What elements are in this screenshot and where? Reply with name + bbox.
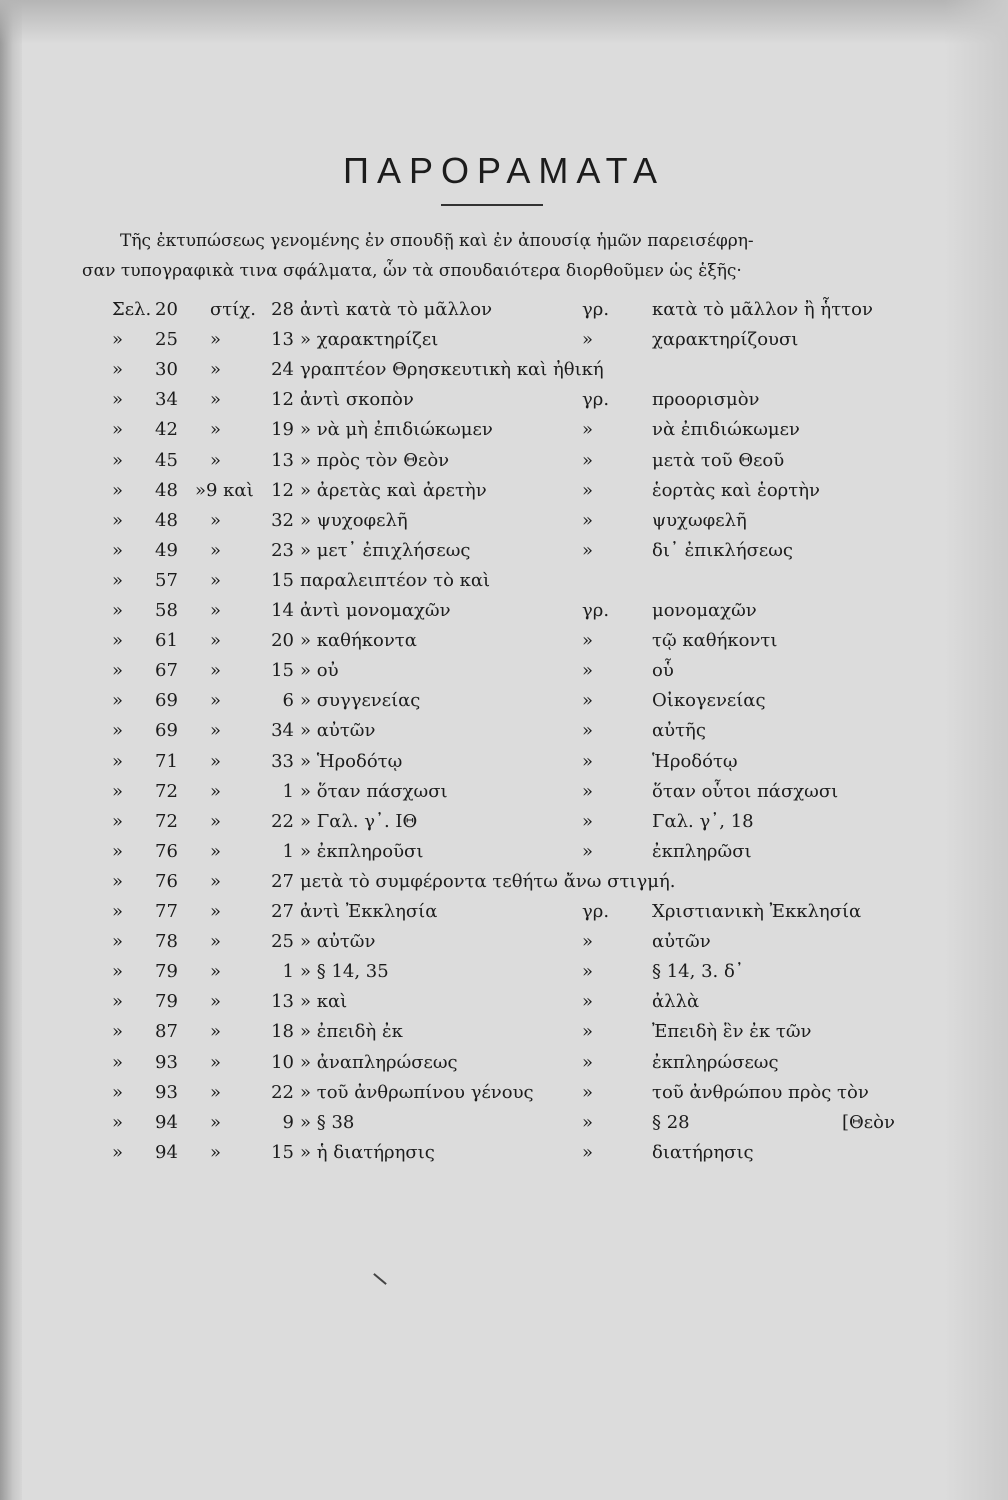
- errata-mark: »: [112, 419, 124, 441]
- errata-right: τῷ καθήκοντι: [652, 630, 778, 652]
- errata-mark3: γρ.: [582, 389, 610, 411]
- errata-page: 94: [155, 1111, 178, 1133]
- errata-right: χαρακτηρίζουσι: [652, 329, 799, 351]
- errata-row: [0, 1078, 1008, 1108]
- errata-line: 22: [271, 1081, 294, 1103]
- errata-wrong: παραλειπτέον τὸ καὶ: [300, 569, 491, 591]
- errata-mark: »: [112, 359, 124, 381]
- errata-page: 34: [155, 389, 178, 411]
- errata-mark3: »: [582, 931, 594, 953]
- errata-right: Γαλ. γ᾿, 18: [652, 810, 754, 832]
- errata-line: 28: [271, 299, 294, 320]
- errata-right: μονομαχῶν: [652, 600, 757, 621]
- errata-row: [0, 1017, 1008, 1047]
- errata-right: ἐκπληρῶσι: [652, 840, 752, 862]
- errata-line: 13: [271, 329, 294, 351]
- errata-row: [0, 1108, 1008, 1138]
- errata-right: Χριστιανικὴ Ἐκκλησία: [652, 901, 862, 922]
- errata-line: 1: [282, 780, 294, 802]
- errata-wrong: » μετ᾿ ἐπιχλήσεως: [300, 539, 471, 561]
- errata-mark: »: [112, 840, 124, 862]
- errata-mark3: »: [582, 810, 594, 832]
- errata-row: [0, 566, 1008, 596]
- errata-mark: »: [112, 1021, 124, 1043]
- errata-wrong: » ἀναπληρώσεως: [300, 1051, 458, 1073]
- errata-wrong: » χαρακτηρίζει: [300, 329, 439, 351]
- errata-page: 49: [155, 539, 178, 561]
- errata-mark3: »: [582, 539, 594, 561]
- errata-line: 10: [271, 1051, 294, 1073]
- errata-mark3: »: [582, 961, 594, 983]
- errata-mark2: »: [210, 1111, 222, 1133]
- errata-right: ψυχωφελῆ: [652, 509, 747, 531]
- errata-mark2: »: [210, 1141, 222, 1163]
- errata-line: 12: [271, 389, 294, 411]
- errata-right: προορισμὸν: [652, 389, 760, 411]
- errata-mark2: »: [210, 750, 222, 772]
- errata-right: κατὰ τὸ μᾶλλον ἢ ἧττον: [652, 299, 873, 320]
- errata-mark2: »: [210, 840, 222, 862]
- errata-row: [0, 777, 1008, 807]
- errata-page: 45: [155, 449, 178, 471]
- errata-row: [0, 927, 1008, 957]
- errata-mark: »: [112, 569, 124, 591]
- errata-row: [0, 807, 1008, 837]
- errata-mark2: »: [210, 991, 222, 1013]
- errata-wrong: » συγγενείας: [300, 690, 421, 712]
- errata-row: [0, 415, 1008, 445]
- intro-line-2: σαν τυπογραφικὰ τινα σφάλματα, ὧν τὰ σπουδαιότερα διορθοῦμεν ὡς ἑξῆς·: [82, 261, 742, 281]
- errata-mark: Σελ.: [112, 299, 152, 320]
- errata-right: οὗ: [652, 660, 674, 682]
- errata-wrong: ἀντὶ κατὰ τὸ μᾶλλον: [300, 299, 493, 320]
- errata-mark: »: [112, 1081, 124, 1103]
- errata-mark2: στίχ.: [210, 299, 256, 320]
- errata-wrong: ἀντὶ μονομαχῶν: [300, 600, 451, 621]
- errata-line: 14: [271, 600, 294, 621]
- errata-mark2: »: [210, 870, 222, 892]
- title-rule: [441, 204, 543, 206]
- errata-wrong: » αὐτῶν: [300, 931, 376, 953]
- errata-wrong: » ἐπειδὴ ἐκ: [300, 1021, 403, 1043]
- errata-mark2: »: [210, 720, 222, 742]
- errata-line: 19: [271, 419, 294, 441]
- errata-right: § 14, 3. δ᾿: [652, 961, 744, 983]
- errata-line: 1: [282, 840, 294, 862]
- errata-right: δι᾿ ἐπικλήσεως: [652, 539, 793, 561]
- errata-page: 57: [155, 569, 178, 591]
- errata-page: 72: [155, 810, 178, 832]
- errata-line: 15: [271, 569, 294, 591]
- errata-mark: »: [112, 901, 124, 922]
- errata-page: 76: [155, 840, 178, 862]
- errata-page: 61: [155, 630, 178, 652]
- errata-row: [0, 446, 1008, 476]
- errata-mark3: »: [582, 630, 594, 652]
- errata-page: 30: [155, 359, 178, 381]
- errata-mark3: γρ.: [582, 901, 610, 922]
- errata-line: 20: [271, 630, 294, 652]
- errata-wrong: μετὰ τὸ συμφέροντα τεθήτω ἄνω στιγμή.: [300, 870, 676, 892]
- errata-right: νὰ ἐπιδιώκωμεν: [652, 419, 800, 441]
- errata-mark: »: [112, 870, 124, 892]
- errata-wrong: » ἀρετὰς καὶ ἀρετὴν: [300, 479, 487, 501]
- errata-mark2: »: [210, 690, 222, 712]
- errata-mark: »: [112, 961, 124, 983]
- errata-page: 71: [155, 750, 178, 772]
- errata-mark: »: [112, 991, 124, 1013]
- errata-wrong: » § 14, 35: [300, 961, 389, 983]
- errata-wrong: » Γαλ. γ᾿. ΙΘ: [300, 810, 418, 832]
- errata-mark2: »: [210, 329, 222, 351]
- errata-row: [0, 686, 1008, 716]
- errata-wrong: » πρὸς τὸν Θεὸν: [300, 449, 450, 471]
- errata-wrong: » ψυχοφελῆ: [300, 509, 408, 531]
- errata-wrong: » ὅταν πάσχωσι: [300, 780, 448, 802]
- errata-page: 79: [155, 991, 178, 1013]
- errata-mark2: »: [210, 660, 222, 682]
- errata-mark: »: [112, 690, 124, 712]
- errata-line: 15: [271, 1141, 294, 1163]
- errata-mark3: »: [582, 1141, 594, 1163]
- errata-mark3: »: [582, 479, 594, 501]
- errata-row: [0, 747, 1008, 777]
- errata-mark2: »: [210, 509, 222, 531]
- errata-mark3: »: [582, 1021, 594, 1043]
- errata-line: 25: [271, 931, 294, 953]
- errata-mark2: »: [210, 600, 222, 621]
- errata-row: [0, 476, 1008, 506]
- errata-line: 9: [282, 1111, 294, 1133]
- errata-row: [0, 957, 1008, 987]
- errata-mark2: »: [210, 419, 222, 441]
- errata-line: 27: [271, 870, 294, 892]
- errata-mark3: »: [582, 720, 594, 742]
- errata-wrong: » Ἡροδότῳ: [300, 750, 403, 772]
- errata-right: ἐκπληρώσεως: [652, 1051, 779, 1073]
- errata-mark2: »: [210, 780, 222, 802]
- errata-mark2: »: [210, 1051, 222, 1073]
- errata-row: [0, 1048, 1008, 1078]
- errata-wrong: ἀντὶ Ἐκκλησία: [300, 901, 438, 922]
- errata-mark3: »: [582, 991, 594, 1013]
- errata-line: 6: [282, 690, 294, 712]
- errata-line: 1: [282, 961, 294, 983]
- errata-mark2: »: [210, 569, 222, 591]
- errata-right: ἑορτὰς καὶ ἑορτὴν: [652, 479, 820, 501]
- errata-page: 48: [155, 479, 178, 501]
- errata-mark3: »: [582, 690, 594, 712]
- errata-mark: »: [112, 810, 124, 832]
- errata-mark2: »: [210, 359, 222, 381]
- errata-line: 12: [271, 479, 294, 501]
- errata-mark2: »: [210, 931, 222, 953]
- errata-mark3: »: [582, 449, 594, 471]
- errata-row: [0, 716, 1008, 746]
- errata-wrong: » αὐτῶν: [300, 720, 376, 742]
- errata-page: 78: [155, 931, 178, 953]
- errata-right: αὐτῆς: [652, 720, 706, 742]
- errata-mark2: »: [210, 1021, 222, 1043]
- errata-mark: »: [112, 479, 124, 501]
- errata-page: 48: [155, 509, 178, 531]
- intro-line-1: Τῆς ἐκτυπώσεως γενομένης ἐν σπουδῇ καὶ ἐν ἀπουσίᾳ ἡμῶν παρεισέφρη-: [120, 231, 754, 251]
- errata-mark3: »: [582, 840, 594, 862]
- errata-right: Οἰκογενείας: [652, 690, 766, 712]
- errata-mark: »: [112, 1051, 124, 1073]
- errata-mark2: »: [210, 901, 222, 922]
- errata-line: 13: [271, 991, 294, 1013]
- errata-row: [0, 626, 1008, 656]
- errata-wrong: » § 38: [300, 1111, 355, 1133]
- page-title: ΠΑΡΟΡΑΜΑΤΑ: [342, 150, 666, 191]
- errata-wrong: » ἡ διατήρησις: [300, 1141, 435, 1163]
- errata-page: 93: [155, 1081, 178, 1103]
- errata-mark3: »: [582, 1111, 594, 1133]
- errata-mark2: »: [210, 630, 222, 652]
- errata-right: διατήρησις: [652, 1141, 754, 1163]
- errata-mark2: »: [210, 961, 222, 983]
- errata-wrong: » νὰ μὴ ἐπιδιώκωμεν: [300, 419, 493, 441]
- errata-extra: [Θεὸν: [842, 1111, 895, 1133]
- errata-mark: »: [112, 539, 124, 561]
- errata-line: 34: [271, 720, 294, 742]
- errata-wrong: ἀντὶ σκοπὸν: [300, 389, 414, 411]
- errata-page: 94: [155, 1141, 178, 1163]
- errata-line: 24: [271, 359, 294, 381]
- errata-page: 69: [155, 720, 178, 742]
- errata-line: 13: [271, 449, 294, 471]
- errata-mark3: »: [582, 329, 594, 351]
- errata-mark2: »: [210, 449, 222, 471]
- errata-page: 72: [155, 780, 178, 802]
- errata-mark: »: [112, 1111, 124, 1133]
- errata-row: [0, 536, 1008, 566]
- errata-right: μετὰ τοῦ Θεοῦ: [652, 449, 785, 471]
- errata-mark3: »: [582, 780, 594, 802]
- errata-mark: »: [112, 1141, 124, 1163]
- errata-row: [0, 355, 1008, 385]
- errata-right: τοῦ ἀνθρώπου πρὸς τὸν: [652, 1081, 869, 1103]
- errata-mark3: »: [582, 1081, 594, 1103]
- errata-page: 58: [155, 600, 178, 621]
- errata-line: 23: [271, 539, 294, 561]
- errata-page: 79: [155, 961, 178, 983]
- errata-right: αὐτῶν: [652, 931, 711, 953]
- errata-mark2: »: [210, 1081, 222, 1103]
- errata-right: ἀλλὰ: [652, 991, 700, 1013]
- errata-line: 18: [271, 1021, 294, 1043]
- errata-right: Ἐπειδὴ ἓν ἐκ τῶν: [652, 1021, 812, 1043]
- errata-mark3: »: [582, 419, 594, 441]
- errata-mark: »: [112, 720, 124, 742]
- errata-mark3: γρ.: [582, 299, 610, 320]
- errata-mark: »: [112, 389, 124, 411]
- errata-mark: »: [112, 449, 124, 471]
- top-shadow: [0, 0, 1008, 44]
- errata-page: 93: [155, 1051, 178, 1073]
- errata-mark3: »: [582, 1051, 594, 1073]
- errata-page: 87: [155, 1021, 178, 1043]
- errata-mark: »: [112, 750, 124, 772]
- errata-mark: »: [112, 630, 124, 652]
- errata-page: 20: [155, 299, 178, 320]
- errata-wrong: γραπτέον Θρησκευτικὴ καὶ ἠθική: [300, 359, 604, 381]
- errata-row: [0, 987, 1008, 1017]
- errata-row: [0, 1138, 1008, 1168]
- errata-mark: »: [112, 931, 124, 953]
- errata-line: 15: [271, 660, 294, 682]
- errata-wrong: » καὶ: [300, 991, 348, 1013]
- errata-wrong: » οὐ: [300, 660, 339, 682]
- errata-right: § 28: [652, 1111, 690, 1133]
- errata-row: [0, 837, 1008, 867]
- errata-mark2: »9 καὶ: [195, 479, 254, 501]
- errata-page: 67: [155, 660, 178, 682]
- errata-row: [0, 325, 1008, 355]
- errata-mark3: »: [582, 509, 594, 531]
- errata-mark3: »: [582, 660, 594, 682]
- errata-mark: »: [112, 600, 124, 621]
- errata-mark: »: [112, 660, 124, 682]
- errata-page: 69: [155, 690, 178, 712]
- errata-row: [0, 385, 1008, 415]
- errata-mark: »: [112, 780, 124, 802]
- errata-mark: »: [112, 509, 124, 531]
- errata-line: 22: [271, 810, 294, 832]
- errata-line: 27: [271, 901, 294, 922]
- errata-mark3: γρ.: [582, 600, 610, 621]
- errata-mark: »: [112, 329, 124, 351]
- errata-mark2: »: [210, 539, 222, 561]
- errata-right: ὅταν οὗτοι πάσχωσι: [652, 780, 839, 802]
- errata-right: Ἡροδότῳ: [652, 750, 738, 772]
- errata-row: [0, 295, 1008, 325]
- errata-line: 33: [271, 750, 294, 772]
- errata-wrong: » καθήκοντα: [300, 630, 417, 652]
- errata-page: 76: [155, 870, 178, 892]
- errata-row: [0, 596, 1008, 626]
- errata-wrong: » ἐκπληροῦσι: [300, 840, 424, 862]
- errata-row: [0, 506, 1008, 536]
- errata-page: 42: [155, 419, 178, 441]
- errata-mark2: »: [210, 389, 222, 411]
- errata-page: 25: [155, 329, 178, 351]
- errata-line: 32: [271, 509, 294, 531]
- errata-wrong: » τοῦ ἀνθρωπίνου γένους: [300, 1081, 534, 1103]
- errata-page: 77: [155, 901, 178, 922]
- errata-row: [0, 867, 1008, 897]
- errata-mark3: »: [582, 750, 594, 772]
- errata-row: [0, 897, 1008, 927]
- errata-row: [0, 656, 1008, 686]
- errata-mark2: »: [210, 810, 222, 832]
